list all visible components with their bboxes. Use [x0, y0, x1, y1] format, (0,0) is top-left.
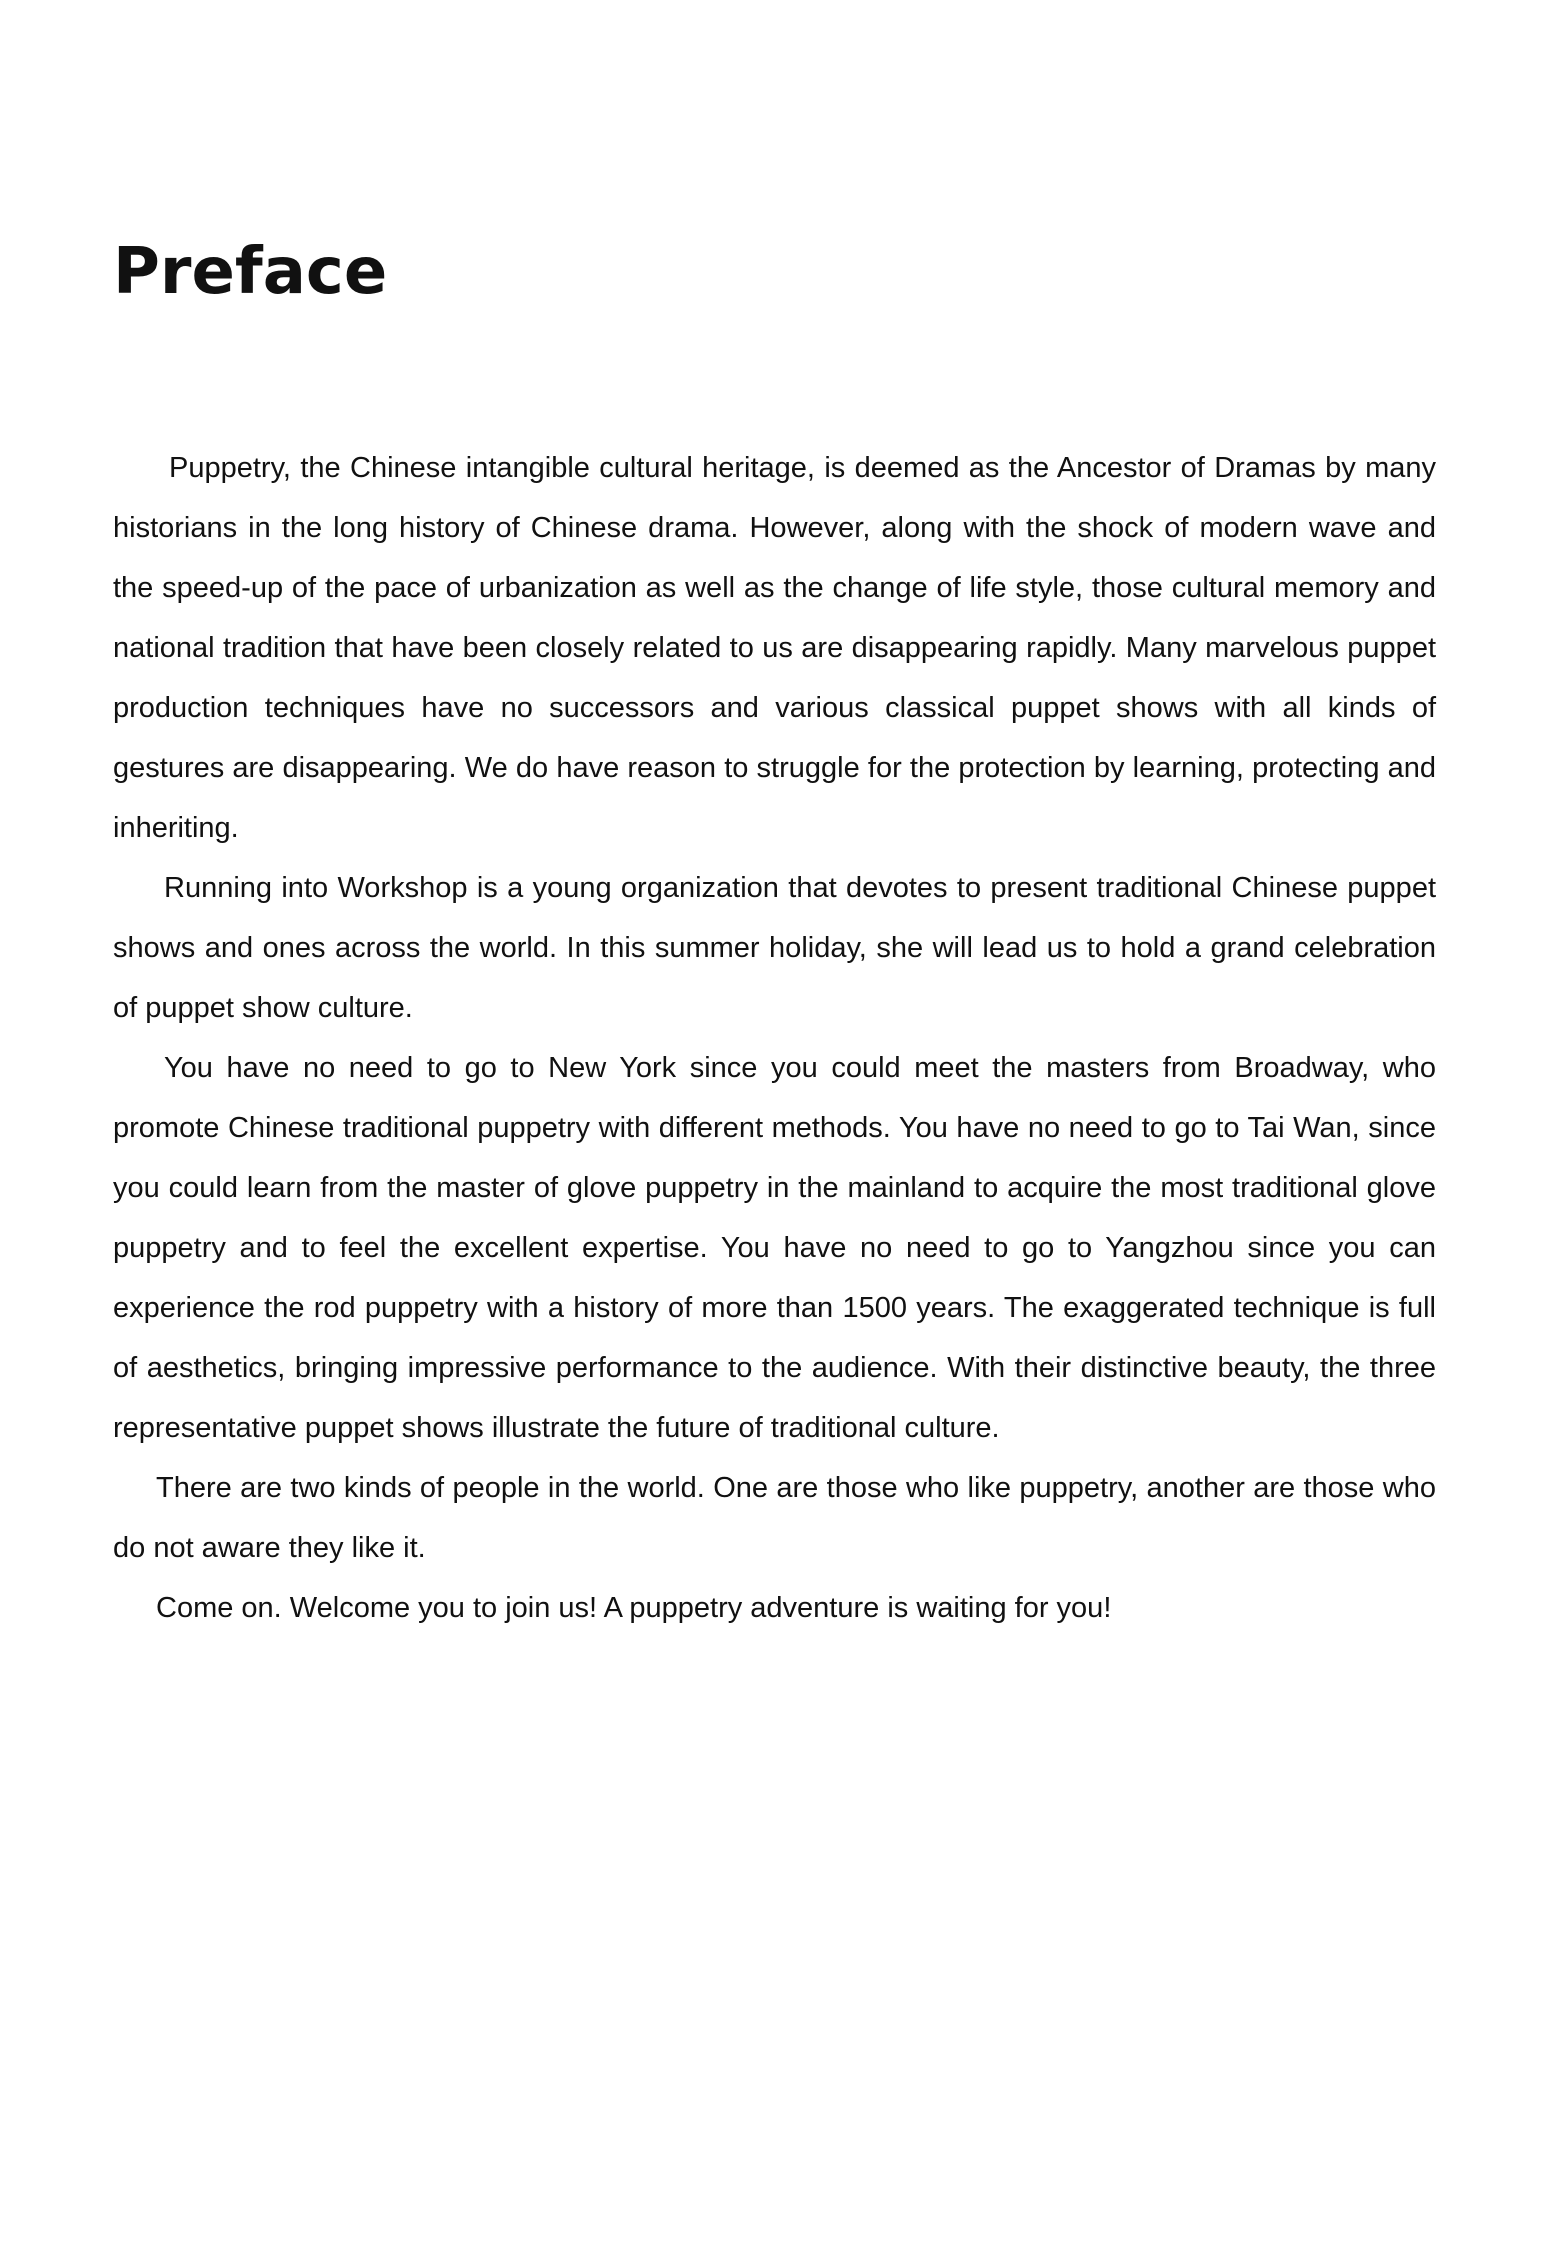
paragraph-4: There are two kinds of people in the world. One are those who like puppetry, another are those who do not aware they like it.	[113, 1472, 1436, 1564]
preface-body	[113, 438, 1436, 1638]
paragraph-1: Puppetry, the Chinese intangible cultural heritage, is deemed as the Ancestor of Dramas by many historians in the long history of Chinese drama. However, along with the shock of modern wave and the speed-up of the pace of urbanization as well as the change of life style, those cultural memory and national tradition that have been closely related to us are disappearing rapidly. Many marvelous puppet production techniques have no successors and various classical puppet shows with all kinds of gestures are disappearing. We do have reason to struggle for the protection by learning, protecting and inheriting.	[113, 452, 1436, 844]
page-title: Preface	[113, 235, 388, 309]
paragraph-2: Running into Workshop is a young organization that devotes to present traditional Chinese puppet shows and ones across the world. In this summer holiday, she will lead us to hold a grand celebration of puppet show culture.	[113, 872, 1436, 1024]
paragraph-3: You have no need to go to New York since you could meet the masters from Broadway, who promote Chinese traditional puppetry with different methods. You have no need to go to Tai Wan, since you could learn from the master of glove puppetry in the mainland to acquire the most traditional glove puppetry and to feel the excellent expertise. You have no need to go to Yangzhou since you can experience the rod puppetry with a history of more than 1500 years. The exaggerated technique is full of aesthetics, bringing impressive performance to the audience. With their distinctive beauty, the three representative puppet shows illustrate the future of traditional culture.	[113, 1052, 1436, 1444]
paragraph-5: Come on. Welcome you to join us! A puppetry adventure is waiting for you!	[156, 1592, 1112, 1624]
